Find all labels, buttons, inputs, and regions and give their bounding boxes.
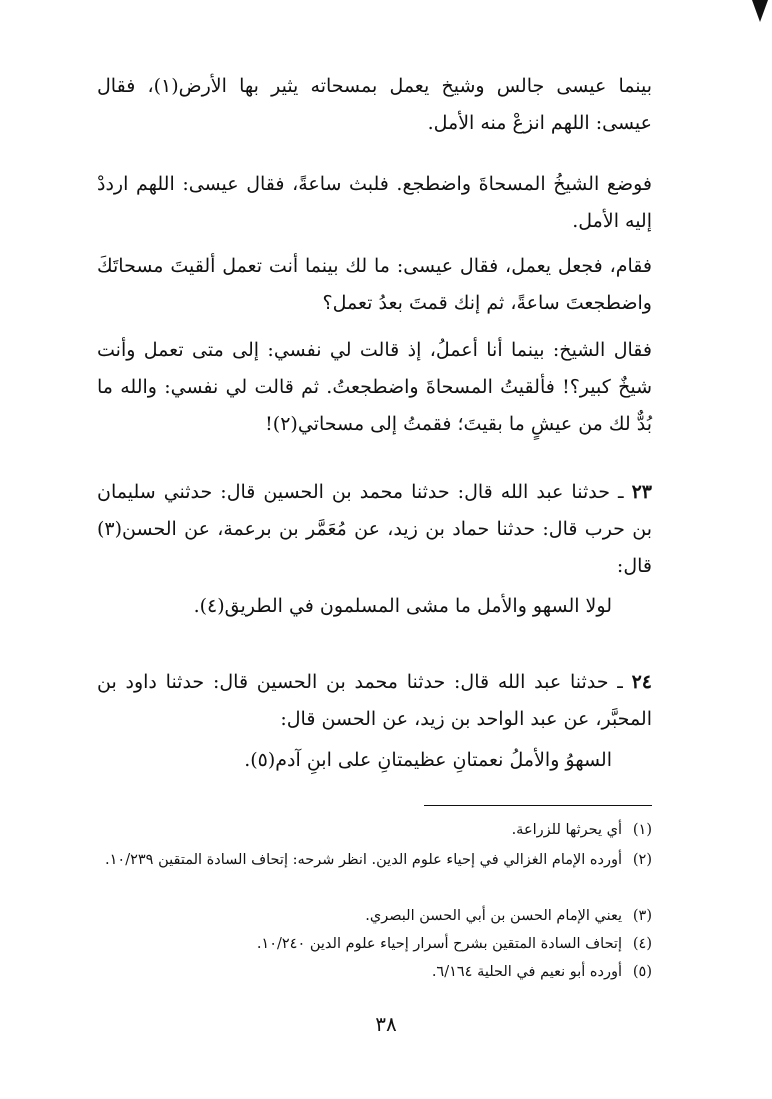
footnote-number: (١)	[632, 822, 652, 838]
hadith-23	[97, 474, 652, 585]
footnote-number: (٣)	[632, 908, 652, 924]
hadith-23-text: ـ حدثنا عبد الله قال: حدثنا محمد بن الحسين قال: حدثني سليمان بن حرب قال: حدثنا حماد بن زيد، عن مُعَمَّر بن برعمة، عن الحسن(٣) قال:	[97, 481, 652, 577]
footnote-text: أورده أبو نعيم في الحلية ٦/١٦٤.	[431, 964, 622, 980]
footnote-text: أورده الإمام الغزالي في إحياء علوم الدين. انظر شرحه: إتحاف السادة المتقين ١٠/٢٣٩.	[105, 852, 622, 868]
footnote-2	[97, 848, 652, 872]
paragraph-1: بينما عيسى جالس وشيخ يعمل بمسحاته يثير بها الأرض(١)، فقال عيسى: اللهم انزعْ منه الأمل.	[97, 75, 652, 134]
footnote-text: أي يحرثها للزراعة.	[511, 822, 622, 838]
hadith-23-quote: لولا السهو والأمل ما مشى المسلمون في الطريق(٤).	[193, 595, 612, 617]
footnote-text: يعني الإمام الحسن بن أبي الحسن البصري.	[365, 908, 622, 924]
footnote-number: (٢)	[632, 852, 652, 868]
footnote-number: (٥)	[632, 964, 652, 980]
hadith-24-number: ٢٤	[631, 671, 652, 693]
footnote-1	[97, 818, 652, 842]
page-number: ٣٨	[375, 1012, 397, 1036]
footnote-number: (٤)	[632, 936, 652, 952]
footnote-3	[97, 904, 652, 928]
paragraph-2: فوضع الشيخُ المسحاةَ واضطجع. فلبث ساعةً، فقال عيسى: اللهم ارددْ إليه الأمل.	[97, 173, 652, 232]
hadith-24	[97, 664, 652, 738]
footnote-4	[97, 932, 652, 956]
footnote-5	[97, 960, 652, 984]
footnote-divider	[424, 805, 652, 806]
hadith-23-number: ٢٣	[631, 481, 652, 503]
hadith-24-text: ـ حدثنا عبد الله قال: حدثنا محمد بن الحسين قال: حدثنا داود بن المحبَّر، عن عبد الواحد بن زيد، عن الحسن قال:	[97, 671, 652, 730]
paragraph-3: فقام، فجعل يعمل، فقال عيسى: ما لك بينما أنت تعمل ألقيتَ مسحاتَكَ واضطجعتَ ساعةً، ثم إنك قمتَ بعدُ تعمل؟	[97, 255, 652, 314]
hadith-24-quote: السهوُ والأملُ نعمتانِ عظيمتانِ على ابنِ آدم(٥).	[244, 749, 612, 771]
footnote-text: إتحاف السادة المتقين بشرح أسرار إحياء علوم الدين ١٠/٢٤٠.	[256, 936, 622, 952]
paragraph-4: فقال الشيخ: بينما أنا أعملُ، إذ قالت لي نفسي: إلى متى تعمل وأنت شيخٌ كبير؟! فألقيتُ المسحاةَ واضطجعتُ. ثم قالت لي نفسي: والله ما بُدٌّ لك من عيشٍ ما بقيتَ؛ فقمتُ إلى مسحاتي(٢)!	[97, 339, 652, 435]
